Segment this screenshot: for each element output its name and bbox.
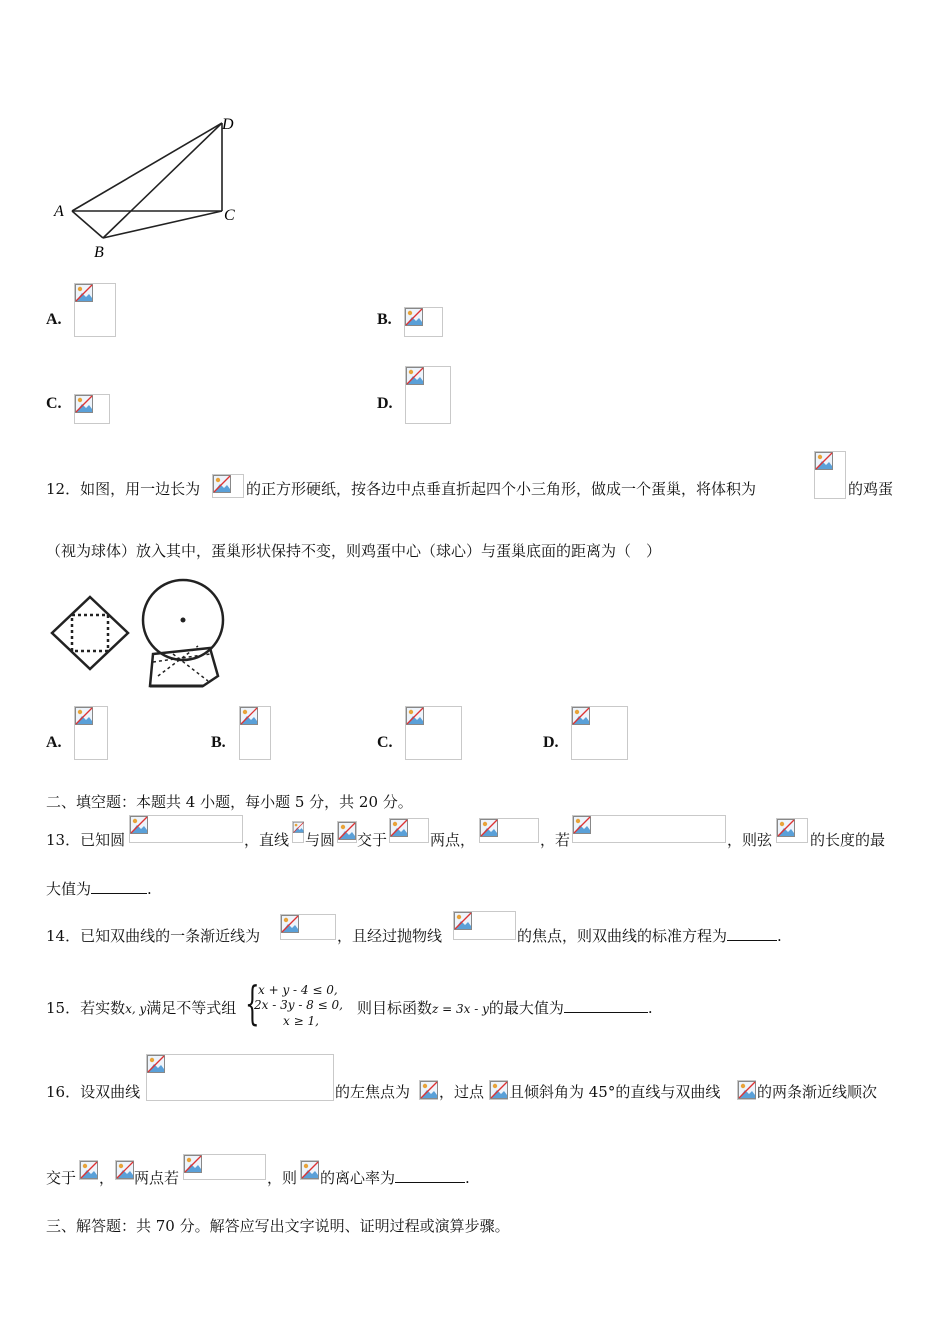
image-placeholder bbox=[74, 394, 110, 424]
image-placeholder bbox=[129, 815, 243, 843]
answer-blank[interactable] bbox=[91, 881, 147, 894]
broken-image-icon bbox=[130, 816, 148, 834]
image-placeholder bbox=[212, 474, 244, 498]
q16-line2-text-1: 交于 bbox=[46, 1169, 77, 1187]
q11-option-a[interactable]: A. bbox=[46, 311, 62, 328]
section2-header: 二、填空题：本题共 4 小题，每小题 5 分，共 20 分。 bbox=[46, 793, 413, 811]
image-placeholder bbox=[79, 1160, 98, 1180]
label-a: A bbox=[54, 203, 64, 220]
image-placeholder bbox=[74, 283, 116, 337]
q15-text-2 bbox=[357, 998, 653, 1019]
q16-line2-text-2: ， bbox=[99, 1169, 115, 1187]
q13-line-2 bbox=[46, 879, 152, 899]
q13-line-2-text: 大值为 bbox=[46, 880, 92, 898]
image-placeholder bbox=[337, 821, 357, 843]
image-placeholder bbox=[571, 706, 628, 760]
broken-image-icon bbox=[80, 1161, 98, 1179]
q16-text-5: 的两条渐近线顺次 bbox=[757, 1083, 878, 1101]
broken-image-icon bbox=[75, 707, 93, 725]
q15-text-1 bbox=[46, 998, 236, 1019]
broken-image-icon bbox=[213, 475, 231, 493]
image-placeholder bbox=[453, 911, 516, 940]
broken-image-icon bbox=[420, 1081, 438, 1099]
broken-image-icon bbox=[405, 308, 423, 326]
q12-option-c[interactable]: C. bbox=[377, 734, 393, 751]
image-placeholder bbox=[239, 706, 271, 760]
broken-image-icon bbox=[281, 915, 299, 933]
q12-text-3: 的鸡蛋 bbox=[848, 480, 894, 498]
image-placeholder bbox=[389, 818, 429, 843]
broken-image-icon bbox=[480, 819, 498, 837]
q16-line2-text-5-inner: 的离心率为 bbox=[320, 1169, 396, 1187]
q12-line-2: （视为球体）放入其中，蛋巢形状保持不变，则鸡蛋中心（球心）与蛋巢底面的距离为（ ） bbox=[46, 542, 662, 560]
image-placeholder bbox=[479, 818, 539, 843]
answer-blank[interactable] bbox=[395, 1170, 465, 1183]
q15-tail: 的最大值为 bbox=[488, 999, 564, 1017]
broken-image-icon bbox=[147, 1055, 165, 1073]
q14-text-1: 14．已知双曲线的一条渐近线为 bbox=[46, 927, 261, 945]
q13-text-8: 的长度的最 bbox=[810, 831, 886, 849]
broken-image-icon bbox=[240, 707, 258, 725]
q16-line2-text-5 bbox=[320, 1168, 470, 1188]
image-placeholder bbox=[74, 706, 108, 760]
q13-text-2: ，直线 bbox=[244, 831, 290, 849]
q12-option-b[interactable]: B. bbox=[211, 734, 226, 751]
q16-text-3: ，过点 bbox=[439, 1083, 485, 1101]
broken-image-icon bbox=[572, 707, 590, 725]
q16-end: . bbox=[465, 1169, 470, 1187]
image-placeholder bbox=[405, 366, 451, 424]
q13-text-6: ，若 bbox=[540, 831, 571, 849]
q14-end: . bbox=[777, 927, 782, 945]
q15-vars: x, y bbox=[125, 1002, 147, 1016]
q13-text-7: ，则弦 bbox=[727, 831, 773, 849]
broken-image-icon bbox=[75, 284, 93, 302]
broken-image-icon bbox=[390, 819, 408, 837]
q15-prefix: 15．若实数 bbox=[46, 999, 126, 1017]
system-line-1: x + y - 4 ≤ 0, bbox=[258, 983, 338, 997]
q14-text-3-inner: 的焦点，则双曲线的标准方程为 bbox=[517, 927, 728, 945]
label-c: C bbox=[224, 207, 235, 224]
q14-text-2: ，且经过抛物线 bbox=[337, 927, 443, 945]
broken-image-icon bbox=[454, 912, 472, 930]
broken-image-icon bbox=[184, 1155, 202, 1173]
egg-nest-figure bbox=[48, 576, 228, 694]
image-placeholder bbox=[405, 706, 462, 760]
answer-blank[interactable] bbox=[564, 1000, 648, 1013]
broken-image-icon bbox=[815, 452, 833, 470]
q12-option-d[interactable]: D. bbox=[543, 734, 559, 751]
broken-image-icon bbox=[75, 395, 93, 413]
q16-line2-text-4: ，则 bbox=[267, 1169, 298, 1187]
inequality-brace: { bbox=[245, 976, 260, 1030]
section3-header: 三、解答题：共 70 分。解答应写出文字说明、证明过程或演算步骤。 bbox=[46, 1217, 510, 1235]
image-placeholder bbox=[300, 1160, 319, 1180]
q13-text-3: 与圆 bbox=[305, 831, 336, 849]
q12-text-2: 的正方形硬纸，按各边中点垂直折起四个小三角形，做成一个蛋巢，将体积为 bbox=[246, 480, 757, 498]
image-placeholder bbox=[183, 1154, 266, 1180]
image-placeholder bbox=[737, 1080, 756, 1100]
q12-text-1: 12．如图，用一边长为 bbox=[46, 480, 201, 498]
q11-option-d[interactable]: D. bbox=[377, 395, 393, 412]
tetrahedron-figure bbox=[50, 110, 250, 260]
image-placeholder bbox=[280, 914, 336, 940]
broken-image-icon bbox=[338, 822, 356, 840]
q15-after: 则目标函数 bbox=[357, 999, 433, 1017]
image-placeholder bbox=[776, 818, 808, 843]
image-placeholder bbox=[292, 821, 304, 843]
broken-image-icon bbox=[738, 1081, 756, 1099]
image-placeholder bbox=[115, 1160, 134, 1180]
image-placeholder bbox=[814, 451, 846, 499]
image-placeholder bbox=[489, 1080, 508, 1100]
q13-text-5: 两点， bbox=[430, 831, 476, 849]
label-b: B bbox=[94, 244, 104, 260]
broken-image-icon bbox=[301, 1161, 319, 1179]
image-placeholder bbox=[572, 815, 726, 843]
q16-text-4: 且倾斜角为 45°的直线与双曲线 bbox=[509, 1083, 721, 1101]
label-d: D bbox=[222, 116, 234, 133]
image-placeholder bbox=[419, 1080, 438, 1100]
q15-mid: 满足不等式组 bbox=[146, 999, 237, 1017]
q13-end: . bbox=[147, 880, 152, 898]
answer-blank[interactable] bbox=[727, 928, 777, 941]
q11-option-b[interactable]: B. bbox=[377, 311, 392, 328]
q11-option-c[interactable]: C. bbox=[46, 395, 62, 412]
image-placeholder bbox=[146, 1054, 334, 1101]
broken-image-icon bbox=[406, 367, 424, 385]
broken-image-icon bbox=[777, 819, 795, 837]
broken-image-icon bbox=[293, 822, 304, 833]
q16-text-1: 16．设双曲线 bbox=[46, 1083, 141, 1101]
system-line-3: x ≥ 1, bbox=[283, 1014, 319, 1028]
broken-image-icon bbox=[406, 707, 424, 725]
q15-func: z = 3x - y bbox=[432, 1002, 489, 1016]
q16-line2-text-3: 两点若 bbox=[134, 1169, 180, 1187]
broken-image-icon bbox=[116, 1161, 134, 1179]
system-line-2: 2x - 3y - 8 ≤ 0, bbox=[254, 998, 343, 1012]
q13-text-1: 13．已知圆 bbox=[46, 831, 126, 849]
image-placeholder bbox=[404, 307, 443, 337]
q15-end: . bbox=[647, 999, 653, 1017]
q14-text-3 bbox=[517, 926, 782, 946]
q12-option-a[interactable]: A. bbox=[46, 734, 62, 751]
broken-image-icon bbox=[573, 816, 591, 834]
q16-text-2: 的左焦点为 bbox=[335, 1083, 411, 1101]
q13-text-4: 交于 bbox=[357, 831, 388, 849]
broken-image-icon bbox=[490, 1081, 508, 1099]
